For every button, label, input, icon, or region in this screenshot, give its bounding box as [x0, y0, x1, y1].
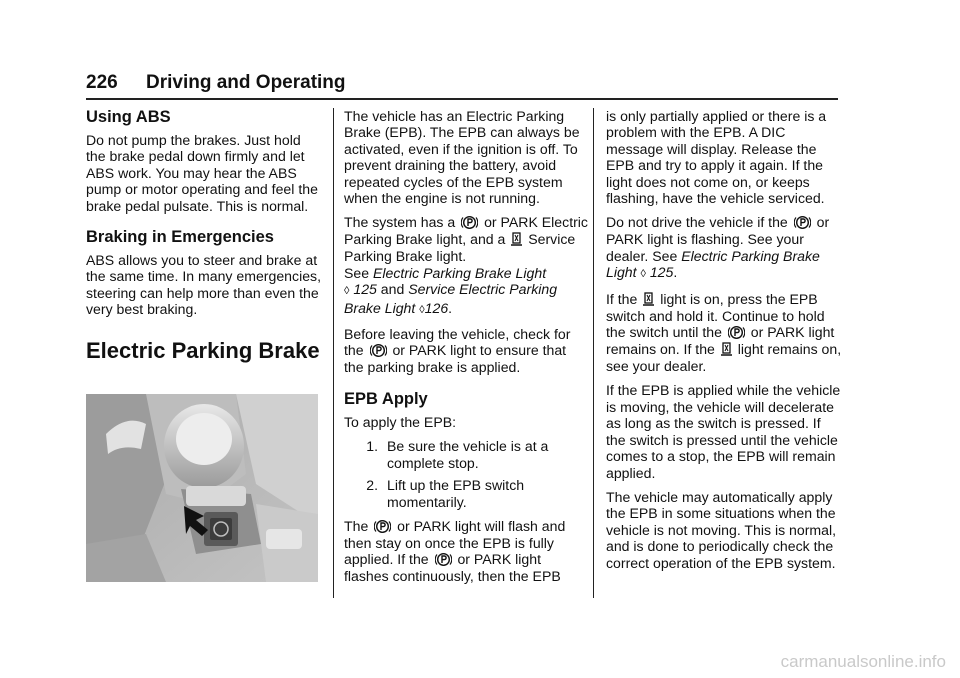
- ref-epb-light: Electric Parking Brake Light: [373, 264, 547, 281]
- service-brake-icon: [643, 292, 654, 308]
- park-brake-icon: [461, 214, 478, 231]
- epb-heading: Electric Parking Brake: [86, 337, 320, 363]
- list-item: 1. Be sure the vehicle is at a complete stop.: [366, 438, 549, 471]
- automatic-apply-paragraph: The vehicle may automatically apply the EPB in some situations when the vehicle is not moving. This is normal, and is done to periodically check the correct operation of the EPB system.: [606, 488, 837, 571]
- column-1: [86, 108, 322, 364]
- do-not-drive-paragraph: Do not drive the vehicle if the or PARK light is flashing. See your dealer. See Electric Parking Brake Light ◊ 125.: [606, 214, 830, 281]
- park-brake-icon: [370, 342, 387, 359]
- page-header: [86, 70, 838, 100]
- braking-emergencies-heading: Braking in Emergencies: [86, 228, 274, 247]
- list-item: 2. Lift up the EPB switch momentarily.: [366, 477, 525, 510]
- park-brake-icon: [374, 518, 391, 535]
- epb-apply-intro: To apply the EPB:: [344, 413, 457, 430]
- column-divider-left: [333, 108, 334, 598]
- epb-apply-heading: EPB Apply: [344, 389, 428, 408]
- column-3: [606, 108, 844, 579]
- park-brake-icon: [435, 551, 452, 568]
- service-light-paragraph: If the light is on, press the EPB switch and hold it. Continue to hold the switch until the or PARK light remains on. If the light remains on, see your dealer.: [606, 290, 842, 375]
- before-leaving-paragraph: Before leaving the vehicle, check for the or PARK light to ensure that the parking brake is applied.: [344, 326, 571, 376]
- epb-apply-steps: [344, 438, 588, 510]
- braking-emergencies-body: ABS allows you to steer and brake at the same time. In many emergencies, steering can help more than even the very best braking.: [86, 252, 321, 318]
- park-light-flash-paragraph: The or PARK light will flash and then stay on once the EPB is fully applied. If the or PARK light flashes continuously, then the EPB: [344, 517, 566, 585]
- column-divider-right: [593, 108, 594, 598]
- column-2: [344, 108, 588, 593]
- epb-switch-photo: [86, 394, 318, 582]
- applied-while-moving-paragraph: If the EPB is applied while the vehicle is moving, the vehicle will decelerate as long as the switch is pressed. If the switch is pressed until the vehicle comes to a stop, the EPB will remain applied.: [606, 382, 841, 481]
- park-brake-icon: [794, 214, 811, 231]
- epb-intro: The vehicle has an Electric Parking Brake (EPB). The EPB can always be activated, even if the ignition is off. To prevent draining the battery, avoid repeated cycles of the EPB system when the engine is not running.: [344, 108, 580, 207]
- using-abs-heading: Using ABS: [86, 108, 171, 126]
- partial-apply-paragraph: is only partially applied or there is a problem with the EPB. A DIC message will display. Release the EPB and try to apply it again. If the light does not come on, or keeps flashing, have the vehicle serviced.: [606, 108, 827, 207]
- service-brake-icon: [511, 232, 522, 248]
- epb-lights-paragraph: The system has a or PARK Electric Parking Brake light, and a Service Parking Brake light. See Electric Parking Brake Light ◊ 125 and Service Electric Parking Brake Light ◊126.: [344, 214, 588, 316]
- ref-epb-light: Electric Parking Brake Light: [606, 247, 820, 281]
- service-brake-icon: [721, 342, 732, 358]
- ref-service-epb-light: Service Electric Parking Brake Light: [344, 281, 558, 316]
- using-abs-body: Do not pump the brakes. Just hold the brake pedal down firmly and let ABS work. You may hear the ABS pump or motor operating and feel the brake pedal pulsate. This is normal.: [86, 132, 318, 214]
- park-brake-icon: [728, 324, 745, 341]
- section-title: Driving and Operating: [146, 72, 346, 93]
- page-number: 226: [86, 72, 118, 93]
- watermark: carmanualsonline.info: [780, 652, 946, 671]
